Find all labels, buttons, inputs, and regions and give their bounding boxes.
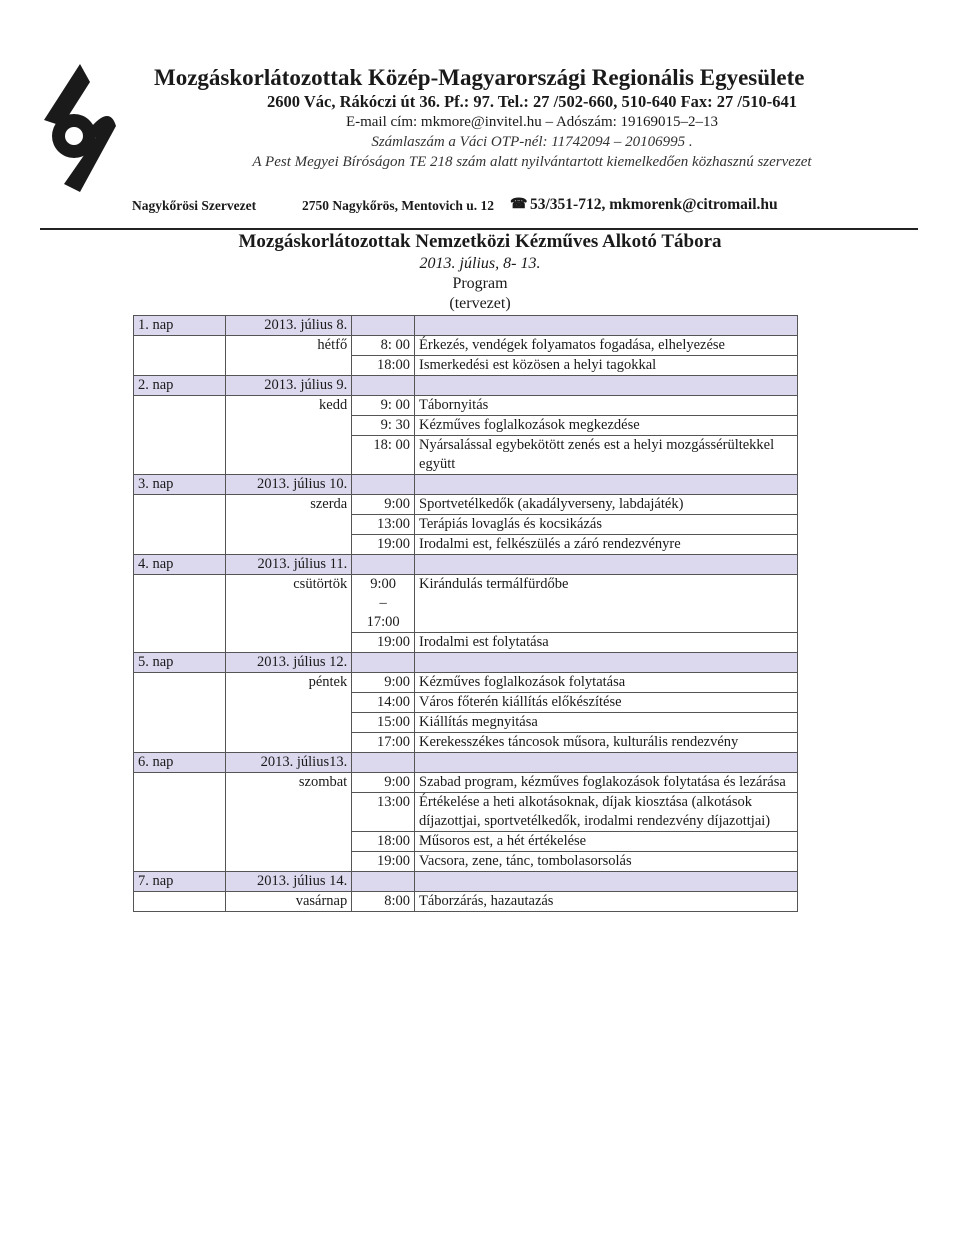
event-description: Kirándulás termálfürdőbe	[415, 575, 798, 633]
event-description: Kézműves foglalkozások megkezdése	[415, 416, 798, 436]
event-description: Kerekesszékes táncosok műsora, kulturális rendezvény	[415, 733, 798, 753]
event-description: Értékelése a heti alkotásoknak, díjak kiosztása (alkotások díjazottjai, sportvetélkedők, irodalmi rendezvény díjazottjai)	[415, 793, 798, 832]
day-header-row	[134, 872, 798, 892]
event-description: Kézműves foglalkozások folytatása	[415, 673, 798, 693]
event-description: Ismerkedési est közösen a helyi tagokkal	[415, 356, 798, 376]
day-date: 2013. július13.	[225, 753, 352, 773]
event-time: 9: 30	[352, 416, 415, 436]
event-row	[134, 773, 798, 793]
event-time: 13:00	[352, 793, 415, 832]
event-time-end: 17:00	[366, 614, 400, 630]
event-description: Szabad program, kézműves foglakozások folytatása és lezárása	[415, 773, 798, 793]
event-description: Kiállítás megnyitása	[415, 713, 798, 733]
event-row	[134, 673, 798, 693]
weekday: szerda	[225, 495, 352, 555]
day-header-row	[134, 753, 798, 773]
organization-logo	[40, 62, 118, 194]
event-description: Műsoros est, a hét értékelése	[415, 832, 798, 852]
event-row	[134, 892, 798, 912]
branch-name: Nagykőrösi Szervezet	[132, 198, 257, 213]
day-header-row	[134, 316, 798, 336]
event-time: 19:00	[352, 852, 415, 872]
weekday: vasárnap	[225, 892, 352, 912]
document-title-block	[170, 230, 790, 314]
event-description: Nyársalással egybekötött zenés est a helyi mozgássérültekkel együtt	[415, 436, 798, 475]
email-tax-line: E-mail cím: mkmore@invitel.hu – Adószám: 19169015–2–13	[345, 114, 719, 130]
event-time-separator: –	[379, 595, 387, 611]
event-row	[134, 336, 798, 356]
event-description: Terápiás lovaglás és kocsikázás	[415, 515, 798, 535]
day-date: 2013. július 10.	[225, 475, 352, 495]
day-date: 2013. július 9.	[225, 376, 352, 396]
day-number: 1. nap	[134, 316, 226, 336]
branch-contact: 53/351-712, mkmorenk@citromail.hu	[530, 196, 778, 213]
event-description: Érkezés, vendégek folyamatos fogadása, elhelyezése	[415, 336, 798, 356]
court-registration-line: A Pest Megyei Bíróságon TE 218 szám alatt nyilvántartott kiemelkedően közhasznú szervezet	[252, 154, 812, 170]
event-description: Sportvetélkedők (akadályverseny, labdajáték)	[415, 495, 798, 515]
day-date: 2013. július 14.	[225, 872, 352, 892]
day-number: 7. nap	[134, 872, 226, 892]
camp-title: Mozgáskorlátozottak Nemzetközi Kézműves Alkotó Tábora	[238, 231, 722, 252]
event-description: Tábornyitás	[415, 396, 798, 416]
event-time: 8:00	[352, 892, 415, 912]
event-time: 18:00	[352, 832, 415, 852]
weekday: csütörtök	[225, 575, 352, 653]
phone-icon: ☎	[510, 197, 528, 212]
letterhead	[132, 64, 932, 172]
event-row	[134, 495, 798, 515]
event-time: 9:00	[352, 495, 415, 515]
event-time: 19:00	[352, 633, 415, 653]
branch-address: 2750 Nagykőrös, Mentovich u. 12	[302, 198, 494, 213]
event-time: 8: 00	[352, 336, 415, 356]
weekday: hétfő	[225, 336, 352, 376]
event-time: 9:00	[352, 673, 415, 693]
event-row	[134, 396, 798, 416]
event-time-start: 9:00	[370, 576, 396, 592]
event-time: 18: 00	[352, 436, 415, 475]
day-number: 3. nap	[134, 475, 226, 495]
day-number: 2. nap	[134, 376, 226, 396]
day-header-row	[134, 653, 798, 673]
event-description: Vacsora, zene, tánc, tombolasorsolás	[415, 852, 798, 872]
program-heading: Program	[452, 275, 508, 292]
event-description: Irodalmi est, felkészülés a záró rendezvényre	[415, 535, 798, 555]
event-time: 9: 00	[352, 396, 415, 416]
day-date: 2013. július 12.	[225, 653, 352, 673]
day-header-row	[134, 475, 798, 495]
event-time: 18:00	[352, 356, 415, 376]
event-row	[134, 575, 798, 633]
bank-account-line: Számlaszám a Váci OTP-nél: 11742094 – 20106995 .	[371, 134, 693, 150]
event-description: Irodalmi est folytatása	[415, 633, 798, 653]
camp-dates: 2013. július, 8- 13.	[419, 255, 541, 272]
weekday: szombat	[225, 773, 352, 872]
day-header-row	[134, 555, 798, 575]
day-date: 2013. július 8.	[225, 316, 352, 336]
organization-name: Mozgáskorlátozottak Közép-Magyarországi Regionális Egyesülete	[154, 65, 805, 90]
day-number: 5. nap	[134, 653, 226, 673]
event-time-range	[352, 575, 415, 633]
event-time: 14:00	[352, 693, 415, 713]
event-time: 15:00	[352, 713, 415, 733]
event-time: 19:00	[352, 535, 415, 555]
event-description: Táborzárás, hazautazás	[415, 892, 798, 912]
draft-label: (tervezet)	[449, 295, 511, 312]
event-description: Város főterén kiállítás előkészítése	[415, 693, 798, 713]
event-time: 17:00	[352, 733, 415, 753]
event-time: 13:00	[352, 515, 415, 535]
weekday: kedd	[225, 396, 352, 475]
day-number: 4. nap	[134, 555, 226, 575]
day-number: 6. nap	[134, 753, 226, 773]
weekday: péntek	[225, 673, 352, 753]
day-header-row	[134, 376, 798, 396]
organization-address: 2600 Vác, Rákóczi út 36. Pf.: 97. Tel.: 27 /502-660, 510-640 Fax: 27 /510-641	[267, 92, 797, 111]
day-date: 2013. július 11.	[225, 555, 352, 575]
event-time: 9:00	[352, 773, 415, 793]
program-schedule-table	[133, 315, 798, 912]
